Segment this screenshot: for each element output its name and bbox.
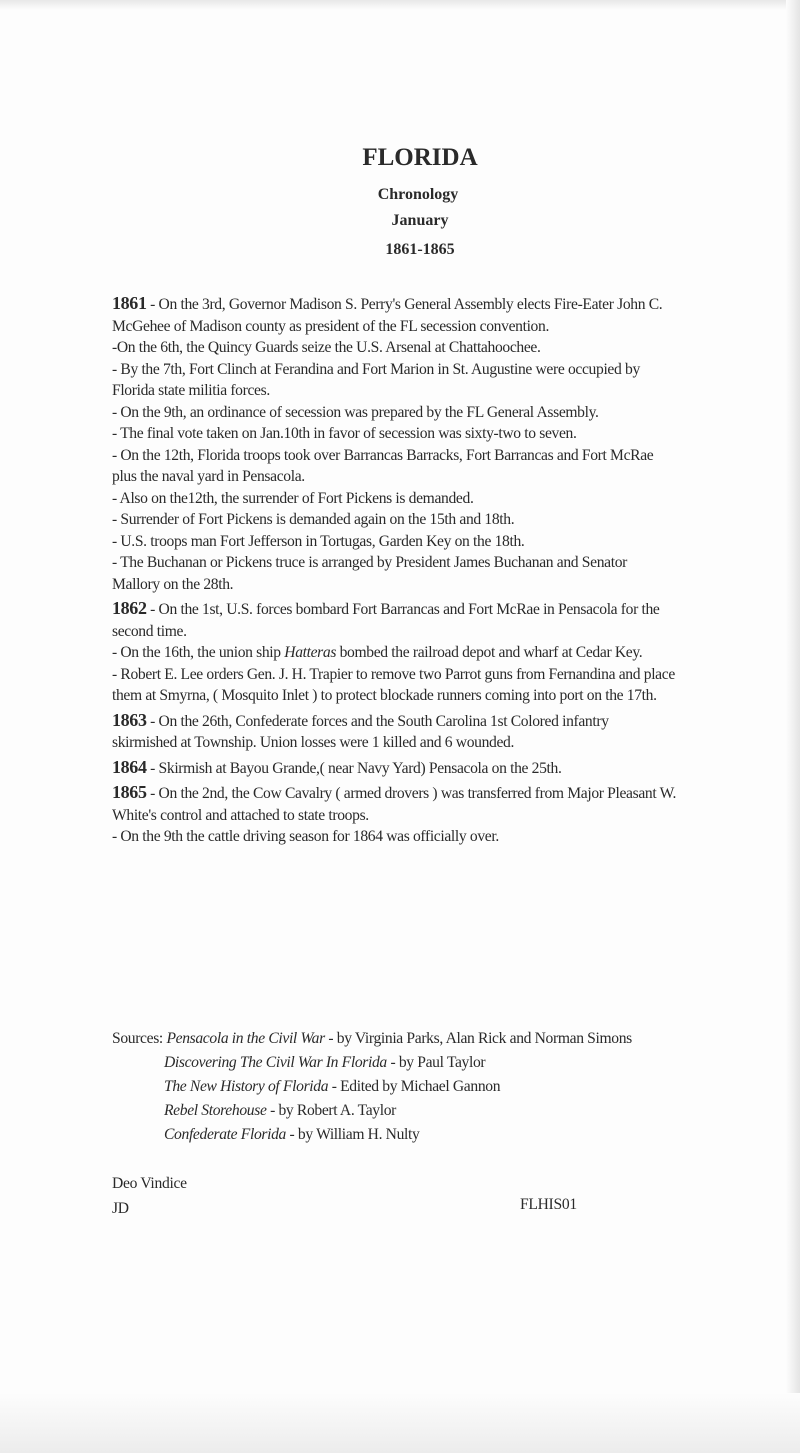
year-label: 1862 bbox=[112, 598, 147, 618]
sources-section bbox=[112, 1027, 712, 1147]
chronology-item: - On the 9th the cattle driving season for 1864 was officially over. bbox=[112, 828, 499, 845]
source-title: Discovering The Civil War In Florida bbox=[164, 1054, 387, 1071]
year-entry bbox=[112, 782, 677, 848]
chronology-item: - By the 7th, Fort Clinch at Ferandina and Fort Marion in St. Augustine were occupied by Florida state militia forces. bbox=[112, 360, 640, 399]
source-title: Confederate Florida bbox=[164, 1126, 286, 1143]
document-years: 1861-1865 bbox=[385, 241, 455, 258]
source-title: Pensacola in the Civil War bbox=[166, 1030, 325, 1047]
document-code: FLHIS01 bbox=[520, 1196, 577, 1213]
sources-label: Sources: bbox=[112, 1030, 167, 1047]
source-item bbox=[112, 1051, 712, 1075]
chronology-item: - The Buchanan or Pickens truce is arranged by President James Buchanan and Senator Mallory on the 28th. bbox=[112, 554, 627, 593]
chronology-item: - Also on the12th, the surrender of Fort Pickens is demanded. bbox=[112, 489, 474, 507]
year-entry bbox=[112, 598, 677, 707]
chronology-item: - Surrender of Fort Pickens is demanded again on the 15th and 18th. bbox=[112, 511, 515, 528]
chronology-item: - The final vote taken on Jan.10th in favor of secession was sixty-two to seven. bbox=[112, 425, 577, 442]
source-credit: - by Paul Taylor bbox=[386, 1054, 486, 1071]
source-credit: - by Virginia Parks, Alan Rick and Norman Simons bbox=[324, 1030, 632, 1047]
chronology-item: - U.S. troops man Fort Jefferson in Tortugas, Garden Key on the 18th. bbox=[112, 532, 525, 550]
document-title: FLORIDA bbox=[362, 144, 478, 171]
chronology-item: - On the 12th, Florida troops took over Barrancas Barracks, Fort Barrancas and Fort McRae plus the naval yard in Pensacola. bbox=[112, 446, 654, 485]
source-item bbox=[112, 1075, 712, 1099]
source-item bbox=[112, 1027, 712, 1051]
document-subtitle: Chronology bbox=[377, 186, 459, 203]
signoff-initials: JD bbox=[112, 1200, 129, 1217]
year-label: 1863 bbox=[112, 709, 147, 730]
chronology-item: -On the 6th, the Quincy Guards seize the U.S. Arsenal at Chattahoochee. bbox=[112, 339, 541, 356]
year-entry bbox=[112, 293, 677, 595]
source-credit: - by William H. Nulty bbox=[285, 1126, 420, 1143]
source-credit: - Edited by Michael Gannon bbox=[328, 1078, 501, 1095]
chronology-item: 1864 - Skirmish at Bayou Grande,( near Navy Yard) Pensacola on the 25th. bbox=[112, 756, 562, 777]
scan-edge-top bbox=[0, 0, 800, 10]
source-item bbox=[112, 1123, 712, 1147]
chronology-item: - On the 9th, an ordinance of secession was prepared by the FL General Assembly. bbox=[112, 403, 599, 421]
year-label: 1864 bbox=[112, 756, 147, 777]
year-entry bbox=[112, 710, 677, 754]
year-label: 1861 bbox=[112, 293, 147, 313]
source-title: Rebel Storehouse bbox=[164, 1102, 267, 1119]
year-entry bbox=[112, 757, 677, 780]
chronology-item: 1862 - On the 1st, U.S. forces bombard Fort Barrancas and Fort McRae in Pensacola for the second time. bbox=[112, 598, 660, 640]
chronology-body bbox=[112, 293, 677, 850]
scan-edge-bottom bbox=[0, 1393, 800, 1453]
signoff-motto: Deo Vindice bbox=[112, 1175, 187, 1192]
source-title: The New History of Florida bbox=[164, 1078, 329, 1095]
chronology-item: 1865 - On the 2nd, the Cow Cavalry ( armed drovers ) was transferred from Major Pleasant W. White's control and attached to state troops. bbox=[112, 782, 677, 824]
chronology-item: 1861 - On the 3rd, Governor Madison S. Perry's General Assembly elects Fire-Eater John C. McGehee of Madison county as president of the FL secession convention. bbox=[112, 293, 663, 335]
chronology-item: 1863 - On the 26th, Confederate forces and the South Carolina 1st Colored infantry skirmished at Township. Union losses were 1 killed and 6 wounded. bbox=[112, 709, 609, 751]
signoff bbox=[112, 1171, 187, 1221]
year-label: 1865 bbox=[112, 782, 147, 802]
source-item bbox=[112, 1099, 712, 1123]
source-credit: - by Robert A. Taylor bbox=[266, 1102, 397, 1119]
document-month: January bbox=[391, 212, 449, 229]
chronology-item: - Robert E. Lee orders Gen. J. H. Trapier to remove two Parrot guns from Fernandina and place them at Smyrna, ( Mosquito Inlet ) to protect blockade runners coming into port on the 17th. bbox=[112, 665, 675, 704]
chronology-item: - On the 16th, the union ship Hatteras bombed the railroad depot and wharf at Cedar Key. bbox=[112, 644, 643, 661]
